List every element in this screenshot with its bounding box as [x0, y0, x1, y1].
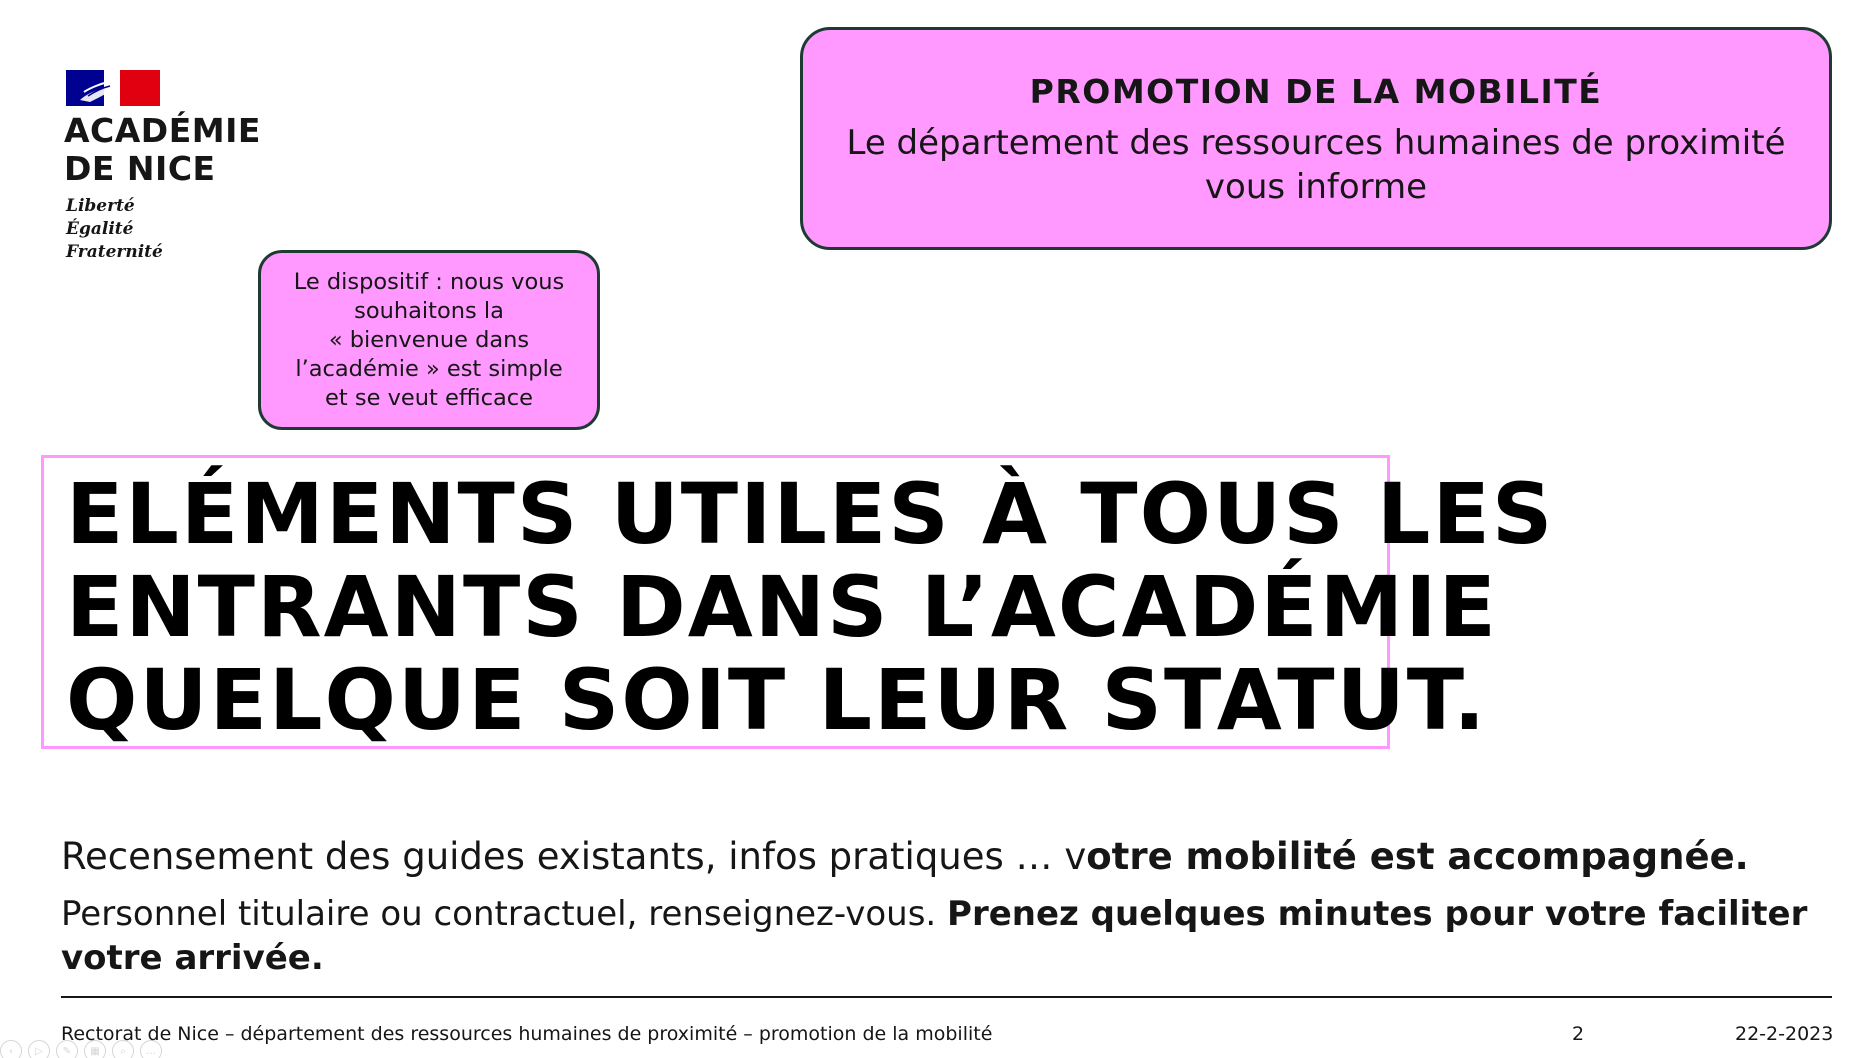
main-title-line3: QUELQUE SOIT LEUR STATUT.	[66, 651, 1488, 749]
footer-divider	[61, 996, 1832, 998]
marianne-flag-icon	[66, 70, 160, 106]
main-title-line1: ELÉMENTS UTILES À TOUS LES	[66, 465, 1555, 563]
body-line-recensement	[61, 834, 1749, 880]
body-line2-regular: Personnel titulaire ou contractuel, renseignez-vous.	[61, 894, 948, 934]
prev-icon[interactable]: ‹	[0, 1040, 22, 1058]
dispositif-line1: Le dispositif : nous vous	[293, 269, 565, 295]
main-title-frame	[41, 455, 1555, 749]
dispositif-callout	[258, 250, 600, 430]
promotion-title: PROMOTION DE LA MOBILITÉ	[1029, 72, 1603, 111]
academie-logo	[64, 68, 294, 268]
promotion-subtitle	[803, 121, 1829, 209]
dispositif-line3: « bienvenue dans	[328, 327, 530, 353]
motto-fraternite: Fraternité	[66, 242, 163, 262]
motto-liberte: Liberté	[66, 196, 135, 216]
marianne-profile-icon	[66, 70, 126, 106]
dispositif-line4: l’académie » est simple	[295, 356, 563, 382]
footer-source: Rectorat de Nice – département des ressources humaines de proximité – promotion de la mobilité	[61, 1023, 993, 1045]
main-title-line2: ENTRANTS DANS L’ACADÉMIE	[66, 558, 1498, 656]
logo-title-line1: ACADÉMIE	[64, 111, 261, 150]
promotion-mobilite-box	[800, 27, 1832, 250]
republic-motto	[66, 195, 163, 264]
footer-page-number: 2	[1572, 1023, 1585, 1045]
main-title	[66, 465, 1555, 749]
play-icon[interactable]: ▷	[28, 1040, 50, 1058]
body-line2-bold: Prenez quelques minutes pour votre faciliter votre arrivée.	[61, 894, 1808, 978]
promotion-subtitle-line2: vous informe	[1204, 167, 1428, 207]
zoom-icon[interactable]: ⌕	[112, 1040, 134, 1058]
slideshow-controls	[0, 1040, 162, 1058]
body-line1-regular: Recensement des guides existants, infos pratiques … v	[61, 835, 1087, 878]
slides-icon[interactable]: ▦	[84, 1040, 106, 1058]
body-line1-bold: otre mobilité est accompagnée.	[1086, 835, 1749, 878]
logo-title-line2: DE NICE	[64, 149, 216, 188]
flag-blue-band	[66, 70, 104, 106]
more-icon[interactable]: …	[140, 1040, 162, 1058]
motto-egalite: Égalité	[66, 219, 134, 239]
promotion-subtitle-line1: Le département des ressources humaines de proximité	[846, 123, 1786, 163]
dispositif-line5: et se veut efficace	[325, 385, 533, 411]
flag-red-band	[120, 70, 160, 106]
body-line-personnel	[61, 892, 1841, 980]
pen-icon[interactable]: ✎	[56, 1040, 78, 1058]
dispositif-line2: souhaitons la	[354, 298, 504, 324]
footer-date: 22-2-2023	[1735, 1023, 1834, 1045]
logo-title	[64, 112, 261, 188]
